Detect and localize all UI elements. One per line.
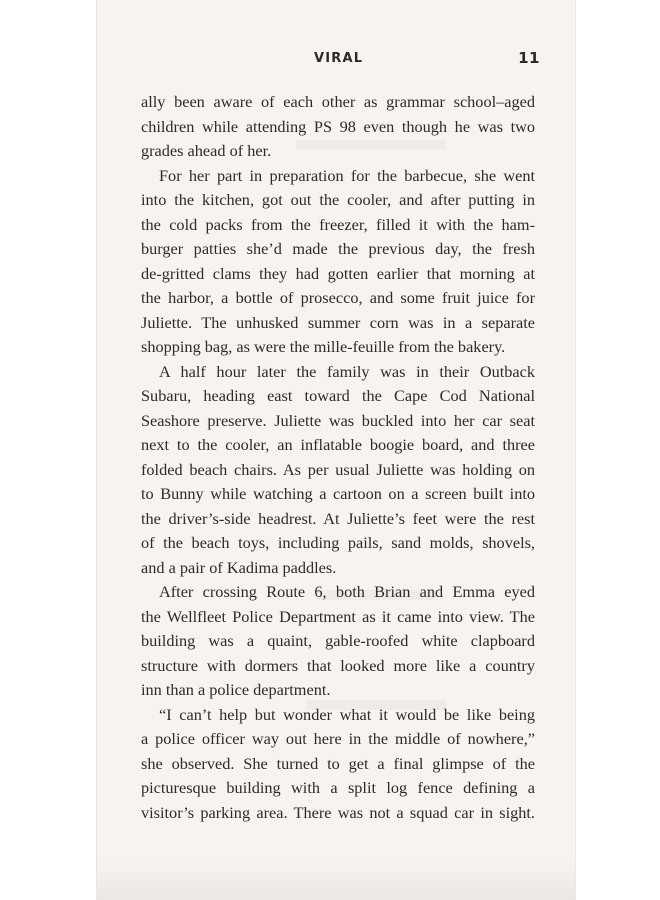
paragraph-5 <box>141 703 535 826</box>
running-header <box>96 48 576 72</box>
text-line: the Wellfleet Police Department as it came into view. The <box>141 606 535 626</box>
text-line: A half hour later the family was in their Outback <box>159 361 535 381</box>
paragraph-3 <box>141 360 535 581</box>
text-line: inn than a police department. <box>141 680 331 699</box>
page-bottom-shadow <box>96 860 576 900</box>
text-line: and a pair of Kadima paddles. <box>141 557 337 577</box>
text-line: shopping bag, as were the mille-feuille from the bakery. <box>141 337 506 356</box>
body-text <box>141 90 535 825</box>
text-line: to Bunny while watching a cartoon on a screen built into <box>141 484 535 503</box>
paragraph-2 <box>141 164 535 360</box>
text-line: Subaru, heading east toward the Cape Cod National <box>141 386 535 405</box>
text-line: children while attending PS 98 even though he was two <box>141 116 535 136</box>
text-line: For her part in preparation for the barbecue, she went <box>159 165 535 185</box>
text-line: the cold packs from the freezer, filled it with the ham- <box>141 214 535 234</box>
text-line: building was a quaint, gable-roofed white clapboard <box>141 631 535 650</box>
text-line: visitor’s parking area. There was not a squad car in sight. <box>141 802 535 822</box>
text-line: Seashore preserve. Juliette was buckled into her car seat <box>141 410 535 430</box>
page-number: 11 <box>518 49 540 67</box>
text-line: she observed. She turned to get a final glimpse of the <box>141 753 535 773</box>
text-line: structure with dormers that looked more like a country <box>141 655 535 675</box>
text-line: the harbor, a bottle of prosecco, and some fruit juice for <box>141 288 535 307</box>
text-line: Juliette. The unhusked summer corn was in a separate <box>141 312 535 332</box>
book-page <box>96 0 576 900</box>
text-line: After crossing Route 6, both Brian and Emma eyed <box>159 582 535 601</box>
text-line: folded beach chairs. As per usual Juliette was holding on <box>141 459 535 479</box>
text-line: picturesque building with a split log fence defining a <box>141 778 535 797</box>
text-line: the driver’s-side headrest. At Juliette’s feet were the rest <box>141 508 535 528</box>
paragraph-1 <box>141 90 535 164</box>
text-line: into the kitchen, got out the cooler, and after putting in <box>141 190 535 209</box>
text-line: “I can’t help but wonder what it would be like being <box>159 704 535 724</box>
text-line: de-gritted clams they had gotten earlier that morning at <box>141 263 535 283</box>
text-line: ally been aware of each other as grammar school–aged <box>141 92 535 111</box>
text-line: next to the cooler, an inflatable boogie board, and three <box>141 435 535 454</box>
book-title: VIRAL <box>314 51 364 66</box>
text-line: burger patties she’d made the previous day, the fresh <box>141 239 535 258</box>
text-line: grades ahead of her. <box>141 141 272 160</box>
text-line: of the beach toys, including pails, sand molds, shovels, <box>141 533 535 552</box>
text-line: a police officer way out here in the middle of nowhere,” <box>141 729 535 748</box>
paragraph-4 <box>141 580 535 703</box>
